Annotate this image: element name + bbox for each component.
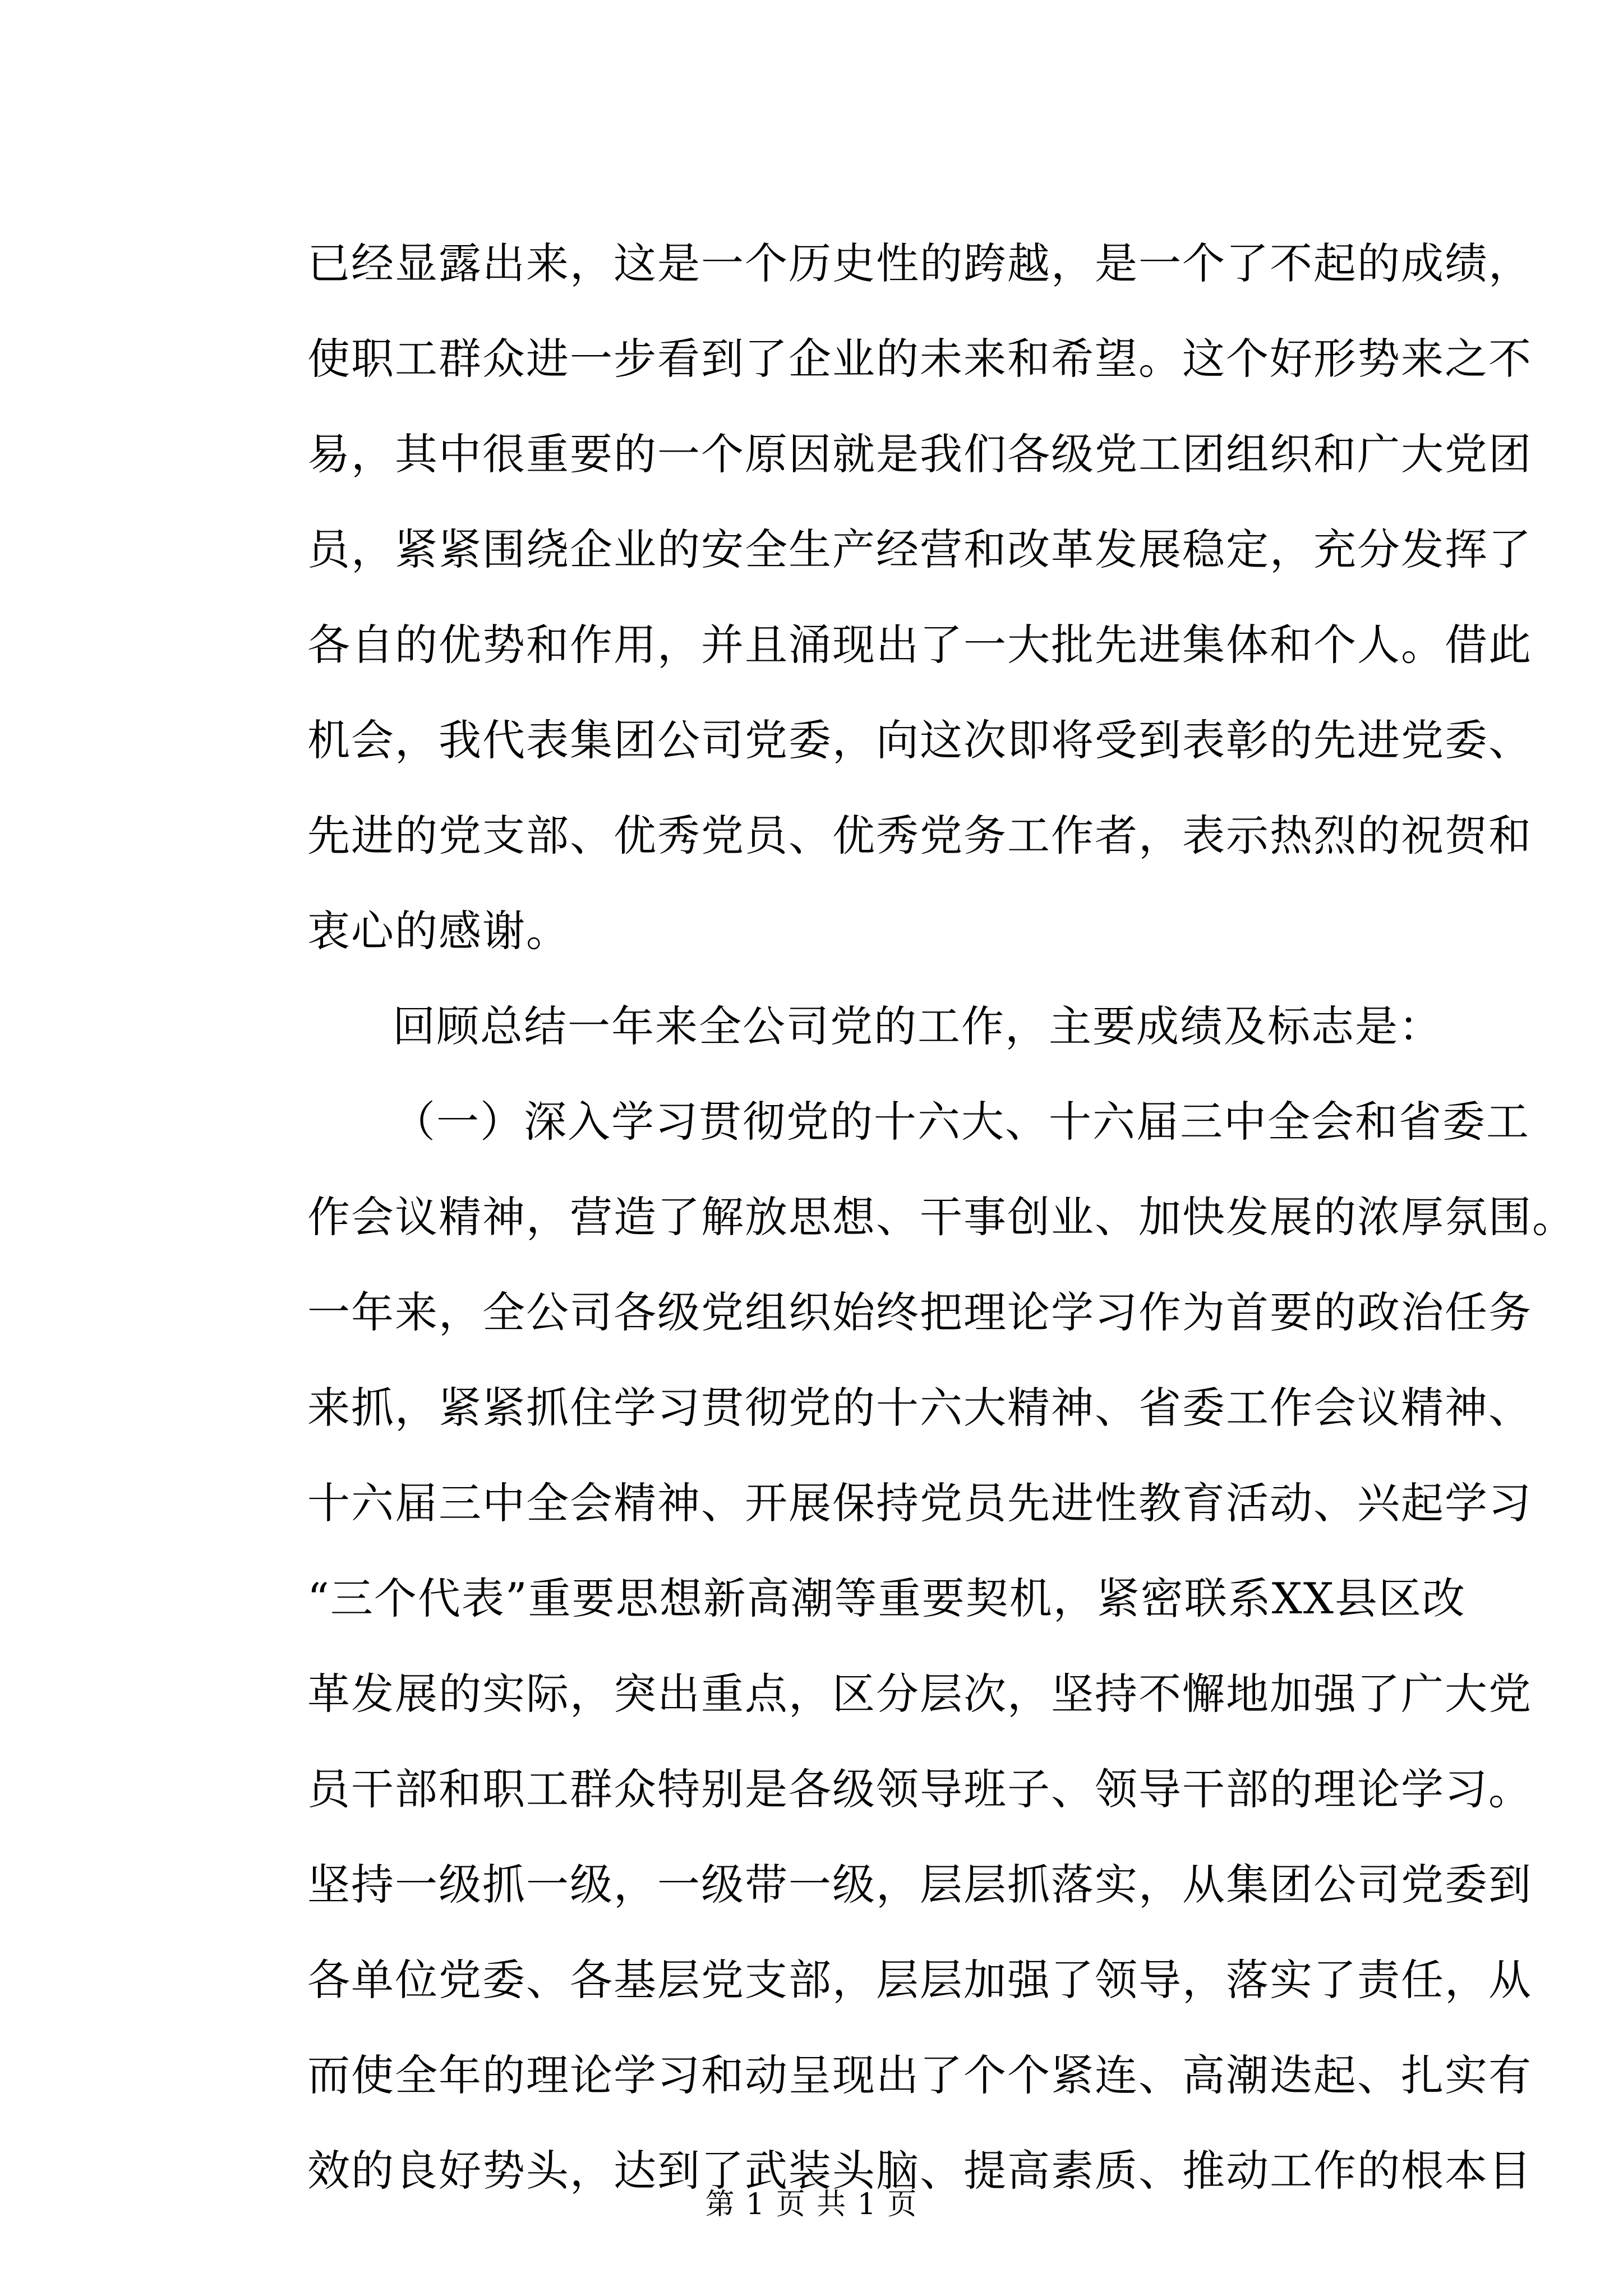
- text-line: 已经显露出来，这是一个历史性的跨越，是一个了不起的成绩，: [307, 238, 1532, 288]
- text-line: 易，其中很重要的一个原因就是我们各级党工团组织和广大党团: [307, 429, 1532, 479]
- page-footer: [0, 2188, 1623, 2221]
- text-line: 机会，我代表集团公司党委，向这次即将受到表彰的先进党委、: [307, 715, 1532, 765]
- text-line: 先进的党支部、优秀党员、优秀党务工作者，表示热烈的祝贺和: [307, 811, 1532, 861]
- text-line: 效的良好势头，达到了武装头脑、提高素质、推动工作的根本目: [307, 2146, 1532, 2196]
- section-heading-line: （一）深入学习贯彻党的十六大、十六届三中全会和省委工: [393, 1097, 1530, 1147]
- text-line: 各单位党委、各基层党支部，层层加强了领导，落实了责任，从: [307, 1955, 1532, 2005]
- text-line: 使职工群众进一步看到了企业的未来和希望。这个好形势来之不: [307, 334, 1532, 384]
- text-line: 作会议精神，营造了解放思想、干事创业、加快发展的浓厚氛围。: [307, 1192, 1576, 1242]
- document-body: [307, 216, 1576, 2219]
- text-line: 各自的优势和作用，并且涌现出了一大批先进集体和个人。借此: [307, 620, 1532, 670]
- text-line: 员干部和职工群众特别是各级领导班子、领导干部的理论学习。: [307, 1764, 1532, 1814]
- text-line: 而使全年的理论学习和动呈现出了个个紧连、高潮迭起、扎实有: [307, 2050, 1532, 2100]
- text-line: 十六届三中全会精神、开展保持党员先进性教育活动、兴起学习: [307, 1478, 1532, 1528]
- text-line: “三个代表”重要思想新高潮等重要契机，紧密联系XX县区改: [307, 1573, 1466, 1623]
- text-line: 坚持一级抓一级，一级带一级，层层抓落实，从集团公司党委到: [307, 1860, 1532, 1910]
- text-line: 一年来，全公司各级党组织始终把理论学习作为首要的政治任务: [307, 1287, 1532, 1337]
- paragraph-first-line: 回顾总结一年来全公司党的工作，主要成绩及标志是：: [393, 1001, 1442, 1051]
- text-line: 员，紧紧围绕企业的安全生产经营和改革发展稳定，充分发挥了: [307, 524, 1532, 574]
- text-line: 衷心的感谢。: [307, 906, 570, 956]
- page-number: 第 1 页 共 1 页: [705, 2188, 918, 2221]
- text-line: 革发展的实际，突出重点，区分层次，坚持不懈地加强了广大党: [307, 1669, 1532, 1719]
- text-line: 来抓，紧紧抓住学习贯彻党的十六大精神、省委工作会议精神、: [307, 1383, 1532, 1433]
